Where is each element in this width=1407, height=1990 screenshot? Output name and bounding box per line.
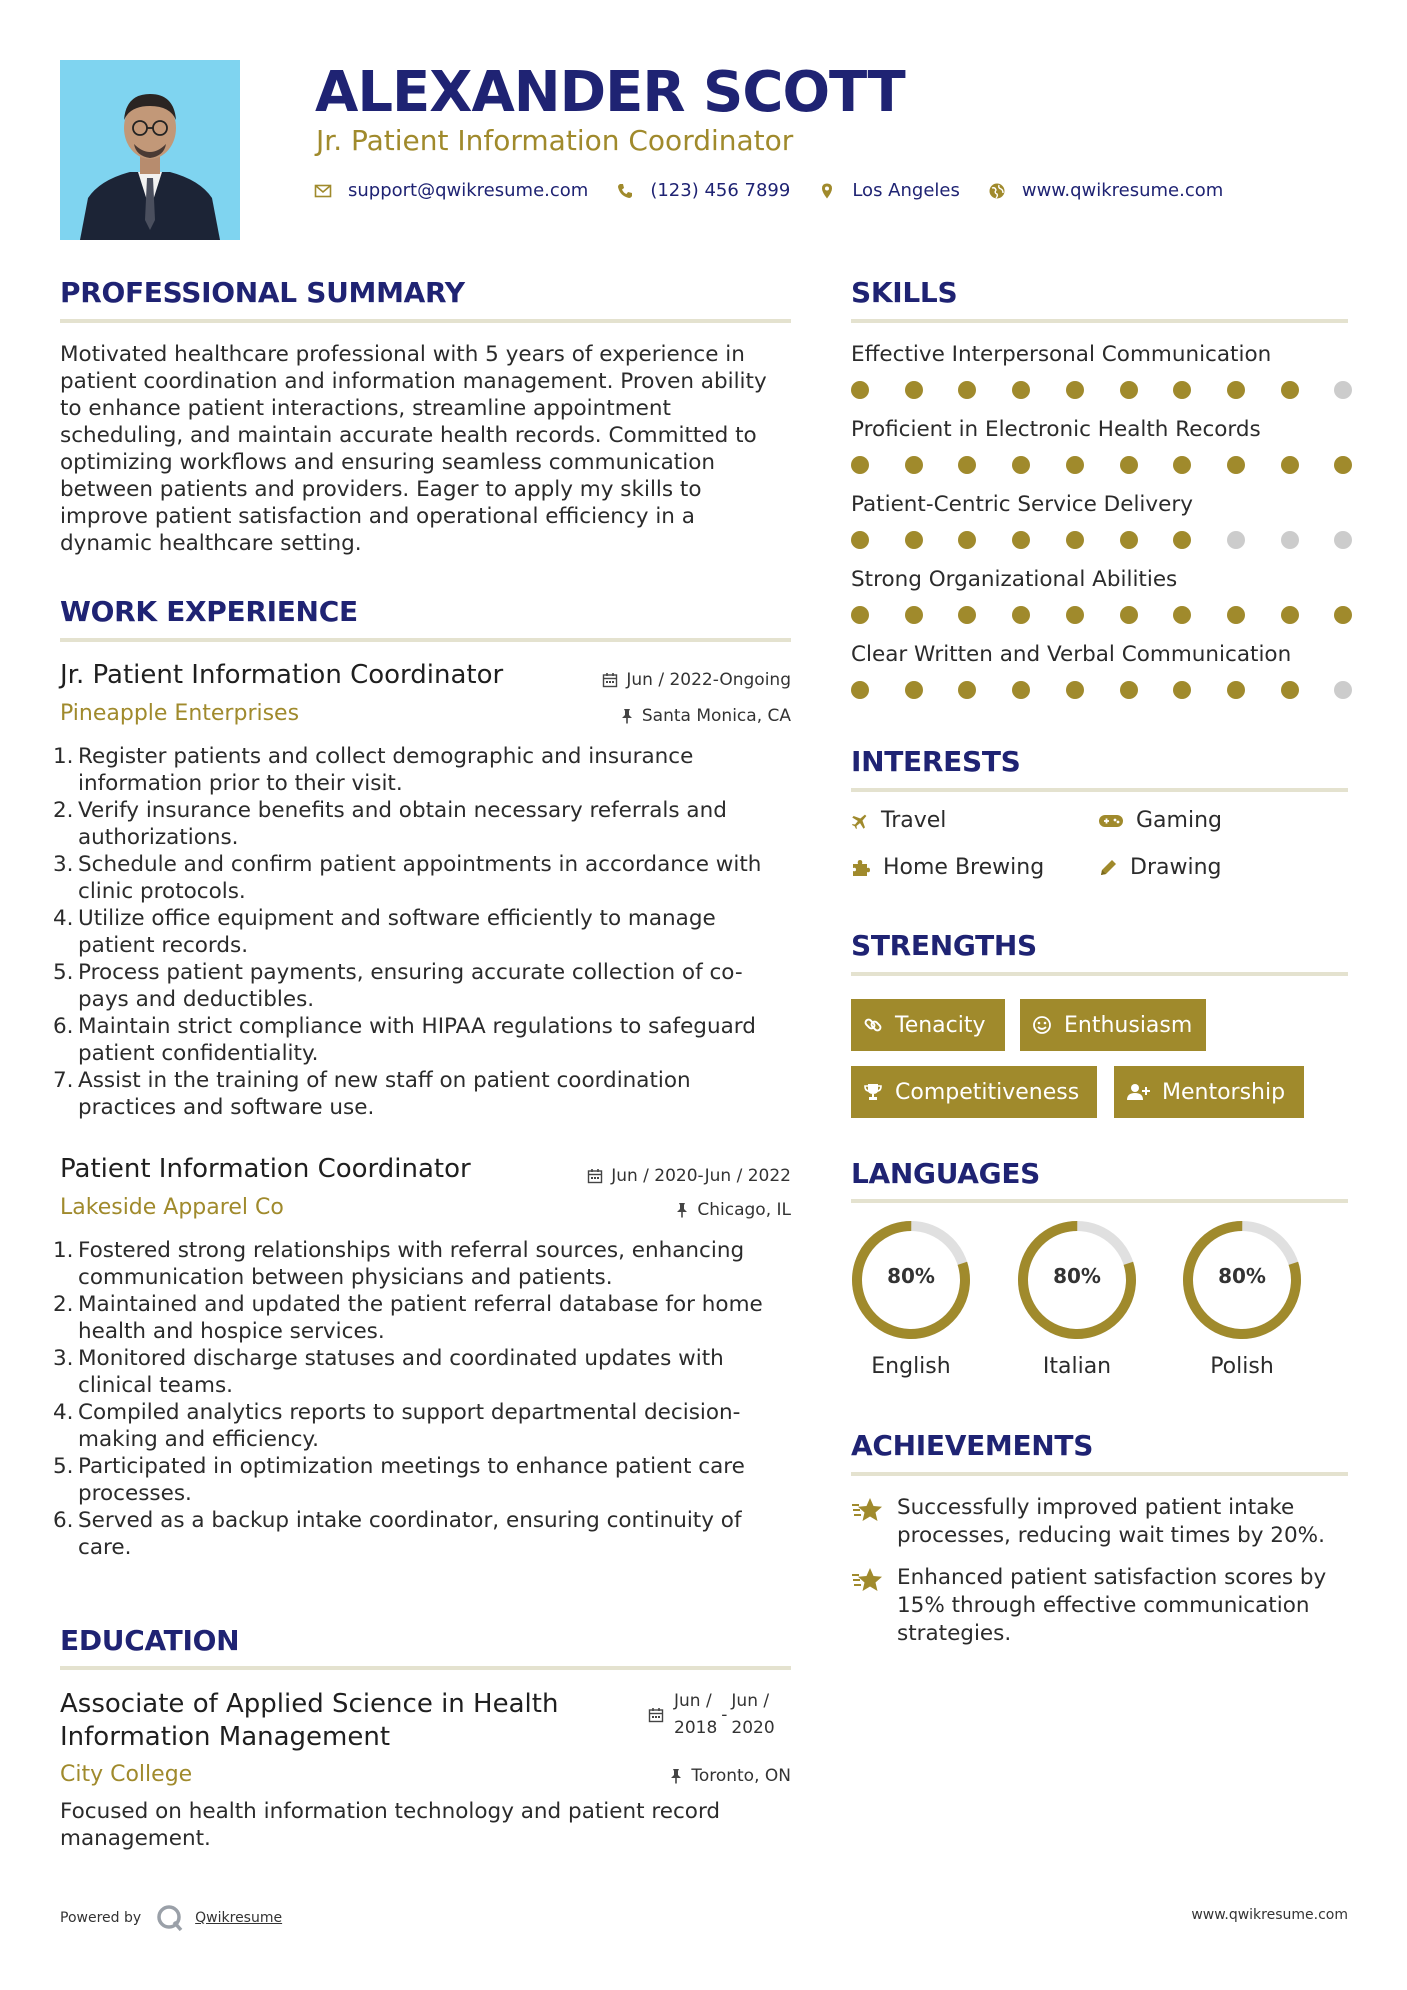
plane-icon: [851, 812, 869, 830]
skill-dot-filled: [1173, 456, 1191, 474]
date-separator: -: [721, 1704, 728, 1725]
list-item: 1. Register patients and collect demographic and insurance information prior to their visit.: [53, 744, 694, 796]
list-item: 2. Maintained and updated the patient referral database for home health and hospice services.: [53, 1292, 763, 1344]
skill-dot-empty: [1334, 531, 1352, 549]
language-item: [1182, 1220, 1302, 1379]
contact-website[interactable]: [988, 180, 1223, 201]
skill-rating: [851, 681, 1356, 699]
contact-website-text: www.qwikresume.com: [1021, 180, 1224, 201]
list-item: 5. Process patient payments, ensuring accurate collection of co-pays and deductibles.: [53, 960, 743, 1012]
skill-name: Effective Interpersonal Communication: [851, 342, 1272, 367]
skill-dot-filled: [851, 456, 869, 474]
list-item: 6. Maintain strict compliance with HIPAA regulations to safeguard patient confidentiality.: [53, 1014, 756, 1066]
skill-dot-filled: [905, 606, 923, 624]
degree-title-line: Information Management: [60, 1722, 391, 1752]
job-dates: [500, 1166, 791, 1186]
trophy-icon: [863, 1082, 883, 1102]
skill-dot-filled: [1066, 381, 1084, 399]
star-icon: [851, 1566, 885, 1594]
experience-heading: WORK EXPERIENCE: [60, 595, 358, 628]
skill-dot-filled: [1227, 681, 1245, 699]
experience-divider: [60, 638, 791, 642]
job-dates-text: Jun / 2022-Ongoing: [626, 670, 791, 690]
interest-item: Gaming: [1098, 808, 1222, 833]
skill-dot-filled: [851, 681, 869, 699]
skill-dot-filled: [1120, 606, 1138, 624]
list-item: 4. Compiled analytics reports to support departmental decision-making and efficiency.: [53, 1400, 741, 1452]
education-location: [500, 1766, 791, 1786]
skill-dot-filled: [905, 531, 923, 549]
skill-dot-filled: [1334, 456, 1352, 474]
skill-dot-filled: [1281, 456, 1299, 474]
contact-phone-text: (123) 456 7899: [650, 180, 791, 201]
powered-by: [60, 1903, 282, 1933]
skill-name: Patient-Centric Service Delivery: [851, 492, 1193, 517]
language-name: Italian: [1042, 1354, 1112, 1379]
contact-location: [818, 180, 960, 201]
skill-dot-filled: [958, 531, 976, 549]
skill-dot-filled: [1227, 381, 1245, 399]
user-plus-icon: [1126, 1082, 1150, 1102]
skill-dot-filled: [851, 381, 869, 399]
education-divider: [60, 1666, 791, 1670]
achievement-item: [851, 1564, 1361, 1648]
skill-rating: [851, 456, 1356, 474]
degree-title: [60, 1688, 558, 1754]
skill-dot-filled: [1120, 531, 1138, 549]
puzzle-icon: [851, 858, 871, 878]
pencil-icon: [1098, 858, 1118, 878]
skill-dot-filled: [1012, 606, 1030, 624]
list-item: 6. Served as a backup intake coordinator, ensuring continuity of care.: [53, 1508, 742, 1560]
school-name: City College: [60, 1762, 193, 1787]
strength-chip: Competitiveness: [851, 1066, 1097, 1118]
skill-dot-filled: [905, 381, 923, 399]
skill-dot-filled: [1066, 456, 1084, 474]
interests-divider: [851, 788, 1348, 792]
strength-chip: Tenacity: [851, 999, 1005, 1051]
skills-divider: [851, 319, 1348, 323]
skill-rating: [851, 606, 1356, 624]
job-title: Jr. Patient Information Coordinator: [60, 660, 504, 690]
skill-dot-filled: [1066, 606, 1084, 624]
job-duties-list: [53, 743, 791, 1121]
gamepad-icon: [1098, 812, 1124, 830]
language-item: [851, 1220, 971, 1379]
skill-dot-filled: [1334, 606, 1352, 624]
skill-dot-filled: [1281, 681, 1299, 699]
qwikresume-logo-icon: [155, 1903, 185, 1933]
skill-dot-filled: [1227, 606, 1245, 624]
job-duties-list: [53, 1237, 791, 1561]
skill-dot-empty: [1227, 531, 1245, 549]
skill-rating: [851, 531, 1356, 549]
summary-text: Motivated healthcare professional with 5 years of experience in patient coordination and information management. Proven ability to enhance patient interactions, streamline appointment scheduling, and maintain accurate health records. Committed to optimizing workflows and ensuring seamless communication between patients and providers. Eager to apply my skills to improve patient satisfaction and operational efficiency in a dynamic healthcare setting.: [60, 342, 767, 556]
skill-dot-filled: [1012, 681, 1030, 699]
strength-chip: Mentorship: [1114, 1066, 1304, 1118]
languages-divider: [851, 1199, 1348, 1203]
pushpin-icon: [675, 1202, 689, 1218]
achievement-text: Successfully improved patient intake processes, reducing wait times by 20%.: [897, 1495, 1325, 1548]
skill-dot-filled: [1012, 531, 1030, 549]
list-item: 1. Fostered strong relationships with referral sources, enhancing communication between physicians and patients.: [53, 1238, 745, 1290]
calendar-icon: [648, 1707, 664, 1723]
skill-dot-filled: [1281, 381, 1299, 399]
contact-email[interactable]: [314, 180, 588, 201]
contact-phone[interactable]: [616, 180, 790, 201]
contact-bar: [314, 180, 1251, 201]
list-item: 7. Assist in the training of new staff on patient coordination practices and software use.: [53, 1068, 691, 1120]
job-location: [500, 1200, 791, 1220]
skill-name: Proficient in Electronic Health Records: [851, 417, 1261, 442]
list-item: 3. Monitored discharge statuses and coordinated updates with clinical teams.: [53, 1346, 724, 1398]
interest-item: Drawing: [1098, 855, 1221, 880]
interests-heading: INTERESTS: [851, 745, 1021, 778]
skill-dot-filled: [1173, 606, 1191, 624]
education-start: Jun / 2018: [674, 1691, 718, 1738]
list-item: 2. Verify insurance benefits and obtain necessary referrals and authorizations.: [53, 798, 727, 850]
summary-heading: PROFESSIONAL SUMMARY: [60, 276, 465, 309]
skill-dot-filled: [1173, 381, 1191, 399]
powered-by-label: Powered by: [60, 1910, 142, 1926]
summary-divider: [60, 319, 791, 323]
contact-email-text: support@qwikresume.com: [348, 180, 589, 201]
language-percent: 80%: [887, 1264, 935, 1288]
skill-dot-filled: [1120, 681, 1138, 699]
profile-photo: [60, 60, 240, 240]
skill-dot-filled: [1066, 681, 1084, 699]
strength-chip: Enthusiasm: [1020, 999, 1206, 1051]
achievement-item: [851, 1494, 1361, 1550]
company-name: Pineapple Enterprises: [60, 701, 300, 726]
language-percent: 80%: [1218, 1264, 1266, 1288]
education-end: Jun / 2020: [731, 1691, 775, 1738]
calendar-icon: [587, 1168, 603, 1184]
footer-website[interactable]: www.qwikresume.com: [1191, 1907, 1348, 1923]
strengths-divider: [851, 972, 1348, 976]
language-name: Polish: [1210, 1354, 1274, 1379]
skill-dot-filled: [1012, 381, 1030, 399]
education-heading: EDUCATION: [60, 1624, 240, 1657]
link-icon: [863, 1015, 883, 1035]
qwikresume-link[interactable]: Qwikresume: [195, 1910, 283, 1926]
phone-icon: [616, 182, 634, 200]
list-item: 4. Utilize office equipment and software efficiently to manage patient records.: [53, 906, 716, 958]
achievement-text: Enhanced patient satisfaction scores by 15% through effective communication strategies.: [897, 1565, 1327, 1646]
skill-dot-filled: [905, 681, 923, 699]
star-icon: [851, 1496, 885, 1524]
skill-name: Clear Written and Verbal Communication: [851, 642, 1292, 667]
calendar-icon: [602, 672, 618, 688]
job-location-text: Chicago, IL: [697, 1200, 791, 1220]
skill-dot-filled: [905, 456, 923, 474]
language-percent: 80%: [1053, 1264, 1101, 1288]
job-location-text: Santa Monica, CA: [641, 706, 791, 726]
skill-dot-filled: [1012, 456, 1030, 474]
strengths-heading: STRENGTHS: [851, 929, 1037, 962]
contact-location-text: Los Angeles: [852, 180, 960, 201]
skill-dot-empty: [1281, 531, 1299, 549]
interest-item: Home Brewing: [851, 855, 1044, 880]
candidate-title: Jr. Patient Information Coordinator: [316, 124, 794, 157]
language-item: [1017, 1220, 1137, 1379]
skill-name: Strong Organizational Abilities: [851, 567, 1178, 592]
skill-dot-filled: [1120, 381, 1138, 399]
pushpin-icon: [669, 1768, 683, 1784]
job-location: [500, 706, 791, 726]
interest-item: Travel: [851, 808, 946, 833]
skill-dot-filled: [958, 606, 976, 624]
achievements-heading: ACHIEVEMENTS: [851, 1429, 1094, 1462]
languages-heading: LANGUAGES: [851, 1157, 1041, 1190]
skill-rating: [851, 381, 1356, 399]
skill-dot-filled: [1227, 456, 1245, 474]
pushpin-icon: [620, 708, 634, 724]
list-item: 5. Participated in optimization meetings to enhance patient care processes.: [53, 1454, 745, 1506]
education-location-text: Toronto, ON: [691, 1766, 791, 1786]
map-pin-icon: [818, 182, 836, 200]
language-name: English: [871, 1354, 951, 1379]
skill-dot-filled: [1066, 531, 1084, 549]
skill-dot-filled: [958, 456, 976, 474]
job-dates: [500, 670, 791, 690]
candidate-name: ALEXANDER SCOTT: [315, 60, 905, 125]
skills-heading: SKILLS: [851, 276, 958, 309]
achievements-divider: [851, 1472, 1348, 1476]
envelope-icon: [314, 182, 332, 200]
skill-dot-filled: [1120, 456, 1138, 474]
company-name: Lakeside Apparel Co: [60, 1195, 284, 1220]
skill-dot-filled: [851, 606, 869, 624]
skill-dot-empty: [1334, 681, 1352, 699]
job-dates-text: Jun / 2020-Jun / 2022: [611, 1166, 791, 1186]
skill-dot-filled: [958, 381, 976, 399]
list-item: 3. Schedule and confirm patient appointments in accordance with clinic protocols.: [53, 852, 762, 904]
education-dates: [648, 1688, 775, 1742]
job-title: Patient Information Coordinator: [60, 1154, 471, 1184]
education-description: Focused on health information technology and patient record management.: [60, 1799, 721, 1851]
skill-dot-filled: [851, 531, 869, 549]
skill-dot-filled: [1173, 531, 1191, 549]
skill-dot-filled: [1173, 681, 1191, 699]
skill-dot-empty: [1334, 381, 1352, 399]
skill-dot-filled: [1281, 606, 1299, 624]
degree-title-line: Associate of Applied Science in Health: [60, 1689, 559, 1719]
smile-icon: [1032, 1015, 1052, 1035]
skill-dot-filled: [958, 681, 976, 699]
globe-icon: [988, 182, 1006, 200]
